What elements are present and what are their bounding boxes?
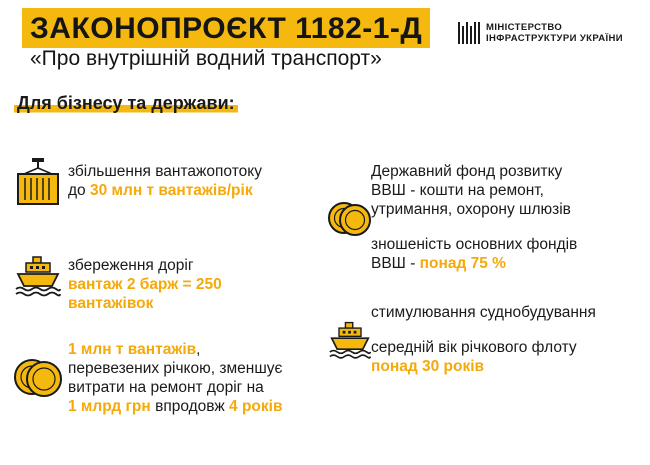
- item-fund: Державний фонд розвитку ВВШ - кошти на ремонт, утримання, охорону шлюзів зношеність основних фондів ВВШ - понад 75 %: [371, 163, 578, 272]
- highlight-value: 30 млн т вантажів/рік: [89, 182, 253, 199]
- ministry-name: МІНІСТЕРСТВО ІНФРАСТРУКТУРИ УКРАЇНИ: [486, 22, 624, 44]
- ship-icon: [328, 320, 372, 360]
- ministry-emblem-icon: [458, 22, 480, 44]
- item-roads: збереження доріг вантаж 2 барж = 250 вантажівок: [68, 257, 222, 312]
- section-label: Для бізнесу та держави:: [14, 93, 238, 114]
- highlight-value: вантажівок: [68, 295, 154, 312]
- ministry-logo: [458, 22, 623, 44]
- highlight-value: понад 30 років: [371, 358, 485, 375]
- item-savings: 1 млн т вантажів, перевезених річкою, зменшує витрати на ремонт доріг на 1 млрд грн впродовж 4 років: [68, 341, 283, 415]
- highlight-value: 1 млрд грн: [68, 398, 151, 415]
- highlight-value: вантаж 2 барж = 250: [68, 276, 222, 293]
- item-shipbuilding: стимулювання суднобудування середній вік річкового флоту понад 30 років: [371, 304, 596, 375]
- coins-icon: [326, 195, 372, 241]
- page-subtitle: «Про внутрішній водний транспорт»: [30, 47, 382, 70]
- highlight-value: 1 млн т вантажів: [68, 341, 197, 358]
- page-title: ЗАКОНОПРОЄКТ 1182-1-Д: [22, 8, 430, 48]
- item-cargo: збільшення вантажопотоку до 30 млн т вантажів/рік: [68, 163, 262, 199]
- highlight-value: понад 75 %: [419, 255, 506, 272]
- highlight-value: 4 років: [229, 398, 283, 415]
- container-icon: [16, 158, 60, 206]
- ship-icon: [14, 255, 62, 297]
- coins-icon: [12, 352, 62, 402]
